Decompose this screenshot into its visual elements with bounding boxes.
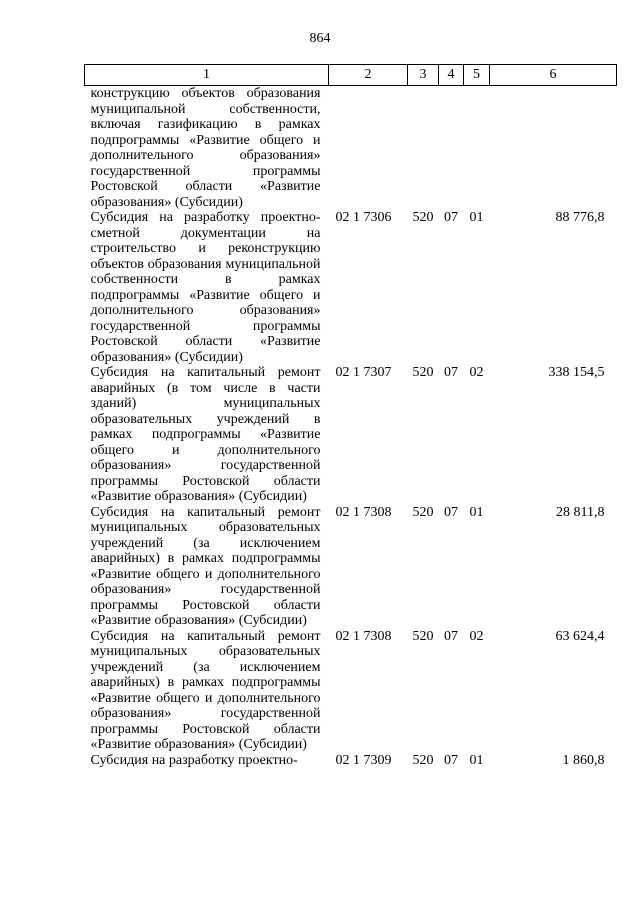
row-name: конструкцию объектов образования муниципальной собственности, включая газификацию в рамках подпрограммы «Развитие общего и дополнительного образования» государственной программы Ростовской области «Развитие образования» (Субсидии) bbox=[90, 86, 321, 210]
row-expense-type bbox=[408, 86, 439, 211]
row-subsection bbox=[464, 86, 490, 211]
row-section: 07 bbox=[444, 504, 458, 520]
table-header bbox=[85, 65, 617, 86]
row-subsection: 02 bbox=[469, 365, 484, 380]
header-col-5: 5 bbox=[464, 65, 490, 86]
row-target-code: 02 1 7308 bbox=[335, 628, 392, 644]
header-col-3: 3 bbox=[408, 65, 439, 86]
row-section: 07 bbox=[444, 365, 458, 380]
header-col-2: 2 bbox=[329, 65, 408, 86]
row-expense-type: 520 bbox=[412, 628, 434, 644]
row-name: Субсидия на разработку проектно-сметной документации на строительство и реконструкцию объектов образования муниципальной собственности в рамках подпрограммы «Развитие общего и дополнительного образования» государственной программы Ростовской области «Развитие образования» (Субсидии) bbox=[90, 210, 321, 365]
table-row bbox=[85, 753, 617, 777]
row-section bbox=[439, 86, 464, 211]
header-col-4: 4 bbox=[439, 65, 464, 86]
row-target-code: 02 1 7308 bbox=[335, 504, 392, 520]
row-expense-type: 520 bbox=[412, 504, 434, 520]
row-target-code: 02 1 7309 bbox=[335, 752, 392, 768]
row-expense-type: 520 bbox=[412, 365, 434, 380]
table-row bbox=[85, 629, 617, 753]
header-row bbox=[85, 65, 617, 86]
row-section: 07 bbox=[444, 628, 458, 644]
table-row bbox=[85, 86, 617, 211]
row-expense-type: 520 bbox=[412, 210, 434, 225]
budget-table bbox=[84, 64, 617, 776]
row-name: Субсидия на разработку проектно- bbox=[90, 752, 298, 768]
row-amount bbox=[490, 86, 617, 211]
row-subsection: 01 bbox=[469, 210, 484, 225]
row-target-code bbox=[329, 86, 408, 211]
header-col-6: 6 bbox=[490, 65, 617, 86]
row-target-code: 02 1 7306 bbox=[335, 210, 392, 225]
row-amount: 1 860,8 bbox=[562, 752, 605, 768]
row-name: Субсидия на капитальный ремонт аварийных (в том числе в части зданий) муниципальных образовательных учреждений в рамках подпрограммы «Развитие общего и дополнительного образования» государственной программы Ростовской области «Развитие образования» (Субсидии) bbox=[90, 365, 321, 504]
table-body bbox=[85, 86, 617, 777]
row-amount: 63 624,4 bbox=[555, 628, 605, 644]
row-subsection: 01 bbox=[469, 752, 484, 768]
table-row bbox=[85, 365, 617, 505]
row-amount: 338 154,5 bbox=[548, 365, 605, 380]
page-number: 864 bbox=[309, 31, 331, 46]
row-target-code: 02 1 7307 bbox=[335, 365, 392, 380]
table-row bbox=[85, 505, 617, 629]
row-subsection: 02 bbox=[469, 628, 484, 644]
header-col-1: 1 bbox=[85, 65, 329, 86]
row-name: Субсидия на капитальный ремонт муниципальных образовательных учреждений (за исключением аварийных) в рамках подпрограммы «Развитие общего и дополнительного образования» государственной программы Ростовской области «Развитие образования» (Субсидии) bbox=[90, 504, 321, 628]
row-expense-type: 520 bbox=[412, 752, 434, 768]
row-name: Субсидия на капитальный ремонт муниципальных образовательных учреждений (за исключением аварийных) в рамках подпрограммы «Развитие общего и дополнительного образования» государственной программы Ростовской области «Развитие образования» (Субсидии) bbox=[90, 628, 321, 752]
row-section: 07 bbox=[444, 752, 458, 768]
row-section: 07 bbox=[444, 210, 458, 225]
row-amount: 28 811,8 bbox=[556, 504, 605, 520]
table-row bbox=[85, 210, 617, 365]
row-subsection: 01 bbox=[469, 504, 484, 520]
row-amount: 88 776,8 bbox=[555, 210, 605, 225]
